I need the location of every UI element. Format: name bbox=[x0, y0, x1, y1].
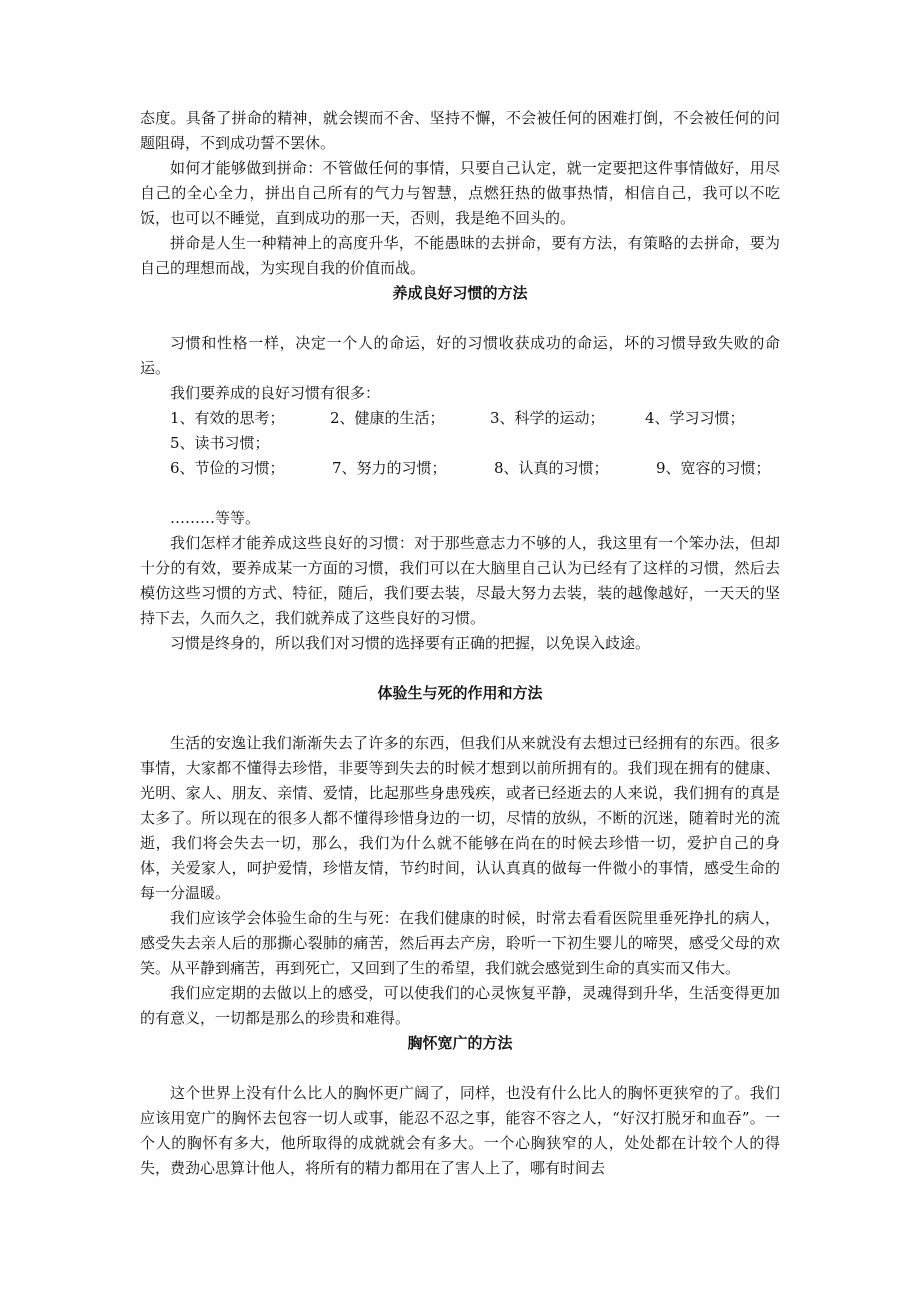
paragraph: 生活的安逸让我们渐渐失去了许多的东西，但我们从来就没有去想过已经拥有的东西。很多事情，大家都不懂得去珍惜，非要等到失去的时候才想到以前所拥有的。我们现在拥有的健康、光明、家人、朋友、亲情、爱情，比起那些身患残疾，或者已经逝去的人来说，我们拥有的真是太多了。所以现在的很多人都不懂得珍惜身边的一切，尽情的放纵，不断的沉迷，随着时光的流逝，我们将会失去一切，那么，我们为什么就不能够在尚在的时候去珍惜一切，爱护自己的身体，关爱家人，呵护爱情，珍惜友情，节约时间，认认真真的做每一件微小的事情，感受生命的每一分温暖。 bbox=[140, 734, 780, 902]
ellipsis-line: ………等等。 bbox=[170, 509, 261, 527]
paragraph: 习惯是终身的，所以我们对习惯的选择要有正确的把握，以免误入歧途。 bbox=[170, 634, 651, 652]
habit-list-row bbox=[140, 431, 780, 456]
list-item: 4、学习习惯； bbox=[645, 409, 745, 427]
paragraph: 这个世界上没有什么比人的胸怀更广阔了，同样，也没有什么比人的胸怀更狭窄的了。我们应该用宽广的胸怀去包容一切人或事，能忍不忍之事，能容不容之人，“好汉打脱牙和血吞”。一个人的胸怀有多大，他所取得的成就就会有多大。一个心胸狭窄的人，处处都在计较个人的得失，费劲心思算计他人，将所有的精力都用在了害人上了，哪有时间去 bbox=[140, 1084, 780, 1177]
document-page bbox=[140, 106, 780, 1181]
habit-list-row bbox=[140, 406, 780, 431]
list-item: 3、科学的运动； bbox=[490, 409, 605, 427]
paragraph: 我们应该学会体验生命的生与死：在我们健康的时候，时常去看看医院里垂死挣扎的病人，感受失去亲人后的那撕心裂肺的痛苦，然后再去产房，聆听一下初生婴儿的啼哭，感受父母的欢笑。从平静到痛苦，再到死亡，又回到了生的希望，我们就会感觉到生命的真实而又伟大。 bbox=[140, 909, 780, 977]
list-item: 5、读书习惯； bbox=[170, 434, 270, 452]
list-item: 8、认真的习惯； bbox=[494, 459, 609, 477]
paragraph: 拼命是人生一种精神上的高度升华，不能愚昧的去拼命，要有方法，有策略的去拼命，要为自己的理想而战，为实现自我的价值而战。 bbox=[140, 234, 780, 277]
paragraph: 如何才能够做到拼命：不管做任何的事情，只要自己认定，就一定要把这件事情做好，用尽自己的全心全力，拼出自己所有的气力与智慧，点燃狂热的做事热情，相信自己，我可以不吃饭，也可以不睡觉，直到成功的那一天，否则，我是绝不回头的。 bbox=[140, 159, 780, 227]
section-heading: 体验生与死的作用和方法 bbox=[377, 684, 543, 702]
paragraph: 我们怎样才能养成这些良好的习惯：对于那些意志力不够的人，我这里有一个笨办法，但却十分的有效，要养成某一方面的习惯，我们可以在大脑里自己认为已经有了这样的习惯，然后去模仿这些习惯的方式、特征，随后，我们要去装，尽最大努力去装，装的越像越好，一天天的坚持下去，久而久之，我们就养成了这些良好的习惯。 bbox=[140, 534, 780, 627]
habit-list-row bbox=[140, 456, 780, 481]
list-item: 2、健康的生活； bbox=[330, 409, 445, 427]
paragraph: 我们要养成的良好习惯有很多： bbox=[170, 384, 381, 402]
section-heading: 胸怀宽广的方法 bbox=[407, 1034, 513, 1052]
paragraph: 我们应定期的去做以上的感受，可以使我们的心灵恢复平静，灵魂得到升华，生活变得更加的有意义，一切都是那么的珍贵和难得。 bbox=[140, 984, 780, 1027]
list-item: 1、有效的思考； bbox=[170, 409, 285, 427]
paragraph: 态度。具备了拼命的精神，就会锲而不舍、坚持不懈，不会被任何的困难打倒，不会被任何的问题阻碍，不到成功誓不罢休。 bbox=[140, 109, 780, 152]
list-item: 9、宽容的习惯； bbox=[656, 459, 771, 477]
list-item: 6、节俭的习惯； bbox=[170, 459, 285, 477]
paragraph: 习惯和性格一样，决定一个人的命运，好的习惯收获成功的命运，坏的习惯导致失败的命运。 bbox=[140, 334, 780, 377]
section-heading: 养成良好习惯的方法 bbox=[392, 284, 528, 302]
list-item: 7、努力的习惯； bbox=[332, 459, 447, 477]
